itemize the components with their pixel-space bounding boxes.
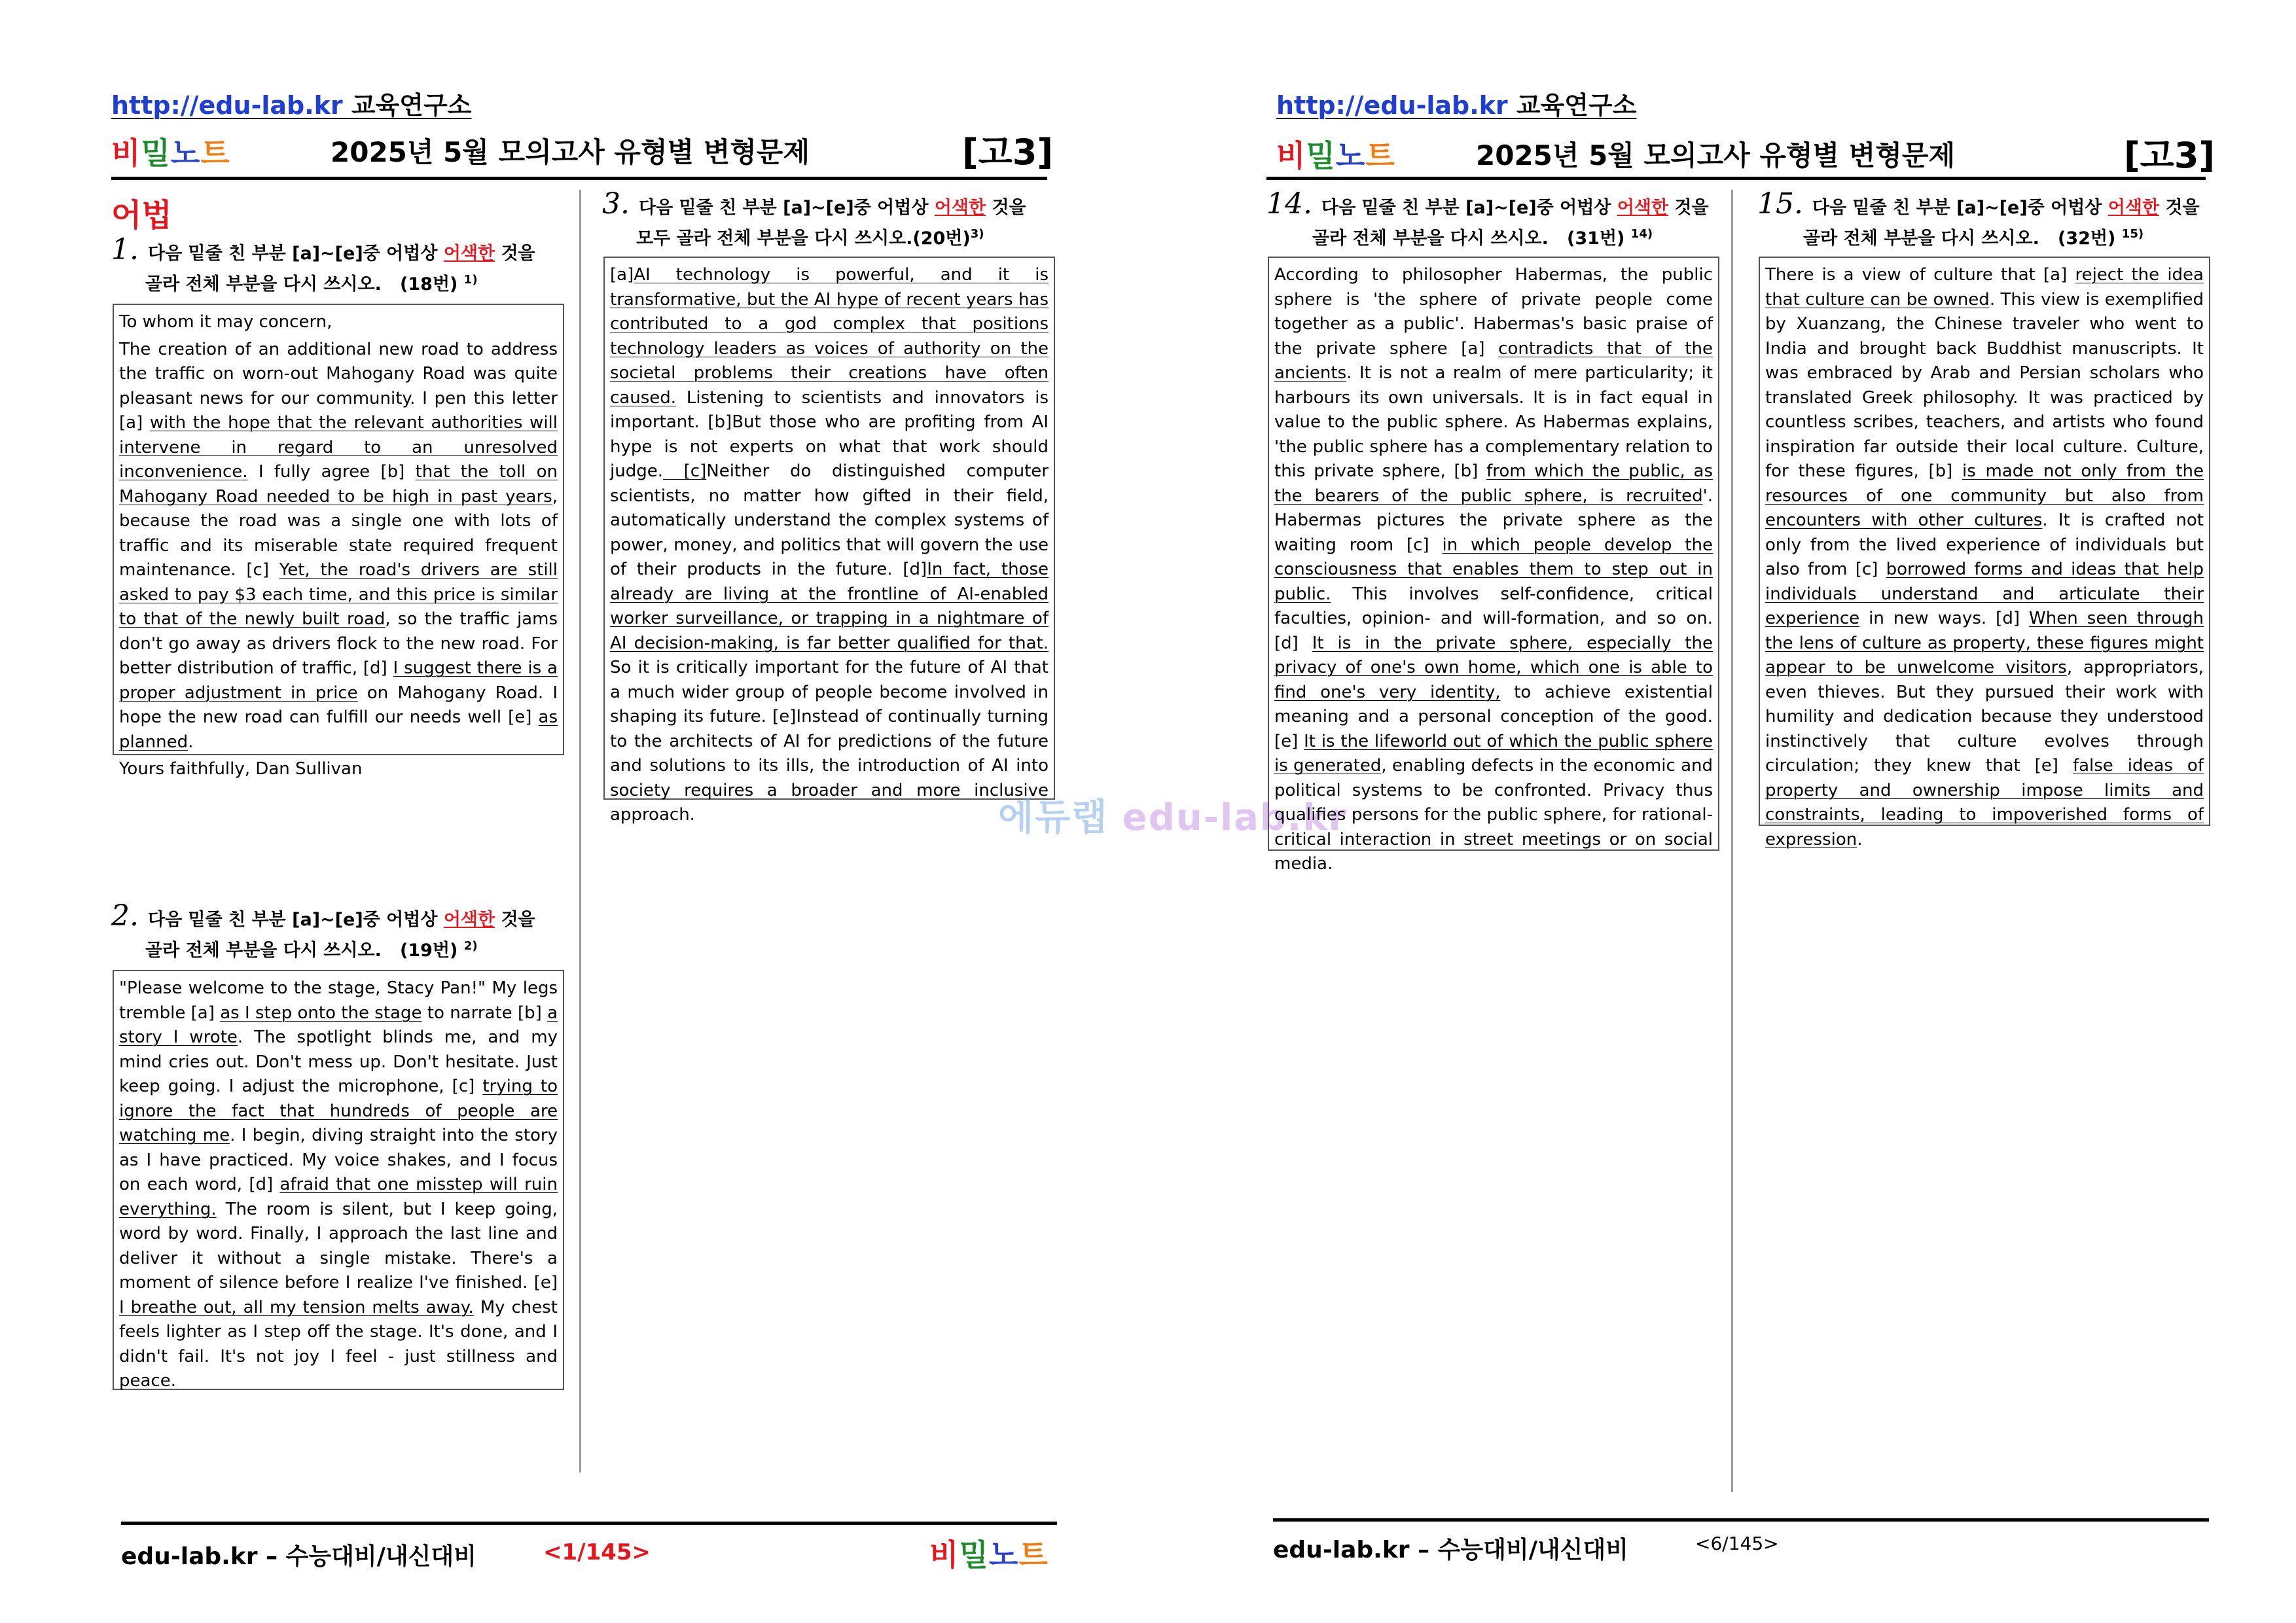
footer-rule-left: [121, 1522, 1057, 1525]
question-2-passage: "Please welcome to the stage, Stacy Pan!" My legs tremble [a] as I step onto the stage to narrate [b] a story I wrote. The spotlight blinds me, and my mind cries out. Don't mess up. Don't hesitate. Just keep going. I adjust the microphone, [c] trying to ignore the fact that hundreds of people are watching me. I begin, diving straight into the story as I have practiced. My voice shakes, and I focus on each word, [d] afraid that one misstep will ruin everything. The room is silent, but I keep going, word by word. Finally, I approach the last line and deliver it without a single mistake. There's a moment of silence before I realize I've finished. [e] I breathe out, all my tension melts away. My chest feels lighter as I step off the stage. It's done, and I didn't fail. It's not joy I feel - just stillness and peace.: [113, 970, 564, 1390]
grade-label-left: [고3]: [962, 132, 1054, 173]
column-divider-right: [1731, 190, 1733, 1492]
question-1-prompt: 1. 다음 밑줄 친 부분 [a]~[e]중 어법상 어색한 것을 골라 전체 부분을 다시 쓰시오. (18번) $^{1)}$: [111, 233, 535, 294]
site-url[interactable]: http://edu-lab.kr: [1276, 91, 1508, 120]
site-institute: 교육연구소: [342, 91, 472, 120]
header-rule-left: [111, 177, 1047, 180]
question-2-prompt: 2. 다음 밑줄 친 부분 [a]~[e]중 어법상 어색한 것을 골라 전체 부분을 다시 쓰시오. (19번) $^{2)}$: [111, 899, 535, 961]
watermark: 에듀랩 edu-lab.kr: [998, 796, 1348, 839]
column-divider-left: [579, 190, 581, 1472]
footer-text-left: edu-lab.kr – 수능대비/내신대비: [121, 1543, 476, 1570]
question-3-passage: [a]AI technology is powerful, and it is transformative, but the AI hype of recent years has contributed to a god complex that positions technology leaders as voices of authority on the societal problems their creations have often caused. Listening to scientists and innovators is important. [b]But those who are profiting from AI hype is not experts on what that work should judge. [c]Neither do distinguished computer scientists, no matter how gifted in their field, automatically understand the complex systems of power, money, and politics that will govern the use of their products in the future. [d]In fact, those already are living at the frontline of AI-enabled worker surveillance, or trapping in a nightmare of AI decision-making, is far better qualified for that. So it is critically important for the future of AI that a much wider group of people become involved in shaping its future. [e]Instead of continually turning to the architects of AI for predictions of the future and solutions to its ills, the introduction of AI into society requires a broader and more inclusive approach.: [603, 257, 1055, 800]
section-title: 어법: [111, 197, 172, 234]
question-15-passage: There is a view of culture that [a] reject the idea that culture can be owned. This view is exemplified by Xuanzang, the Chinese traveler who went to India and brought back Buddhist manuscripts. It was embraced by Arab and Persian scholars who translated Greek philosophy. It was practiced by countless scribes, teachers, and artists who found inspiration far outside their local culture. Culture, for these figures, [b] is made not only from the resources of one community but also from encounters with other cultures. It is crafted not only from the lived experience of individuals but also from [c] borrowed forms and ideas that help individuals understand and articulate their experience in new ways. [d] When seen through the lens of culture as property, these figures might appear to be unwelcome visitors, appropriators, even thieves. But they pursued their work with humility and dedication because they understood instinctively that culture evolves through circulation; they knew that [e] false ideas of property and ownership impose limits and constraints, leading to impoverished forms of expression.: [1759, 257, 2210, 826]
question-3-prompt: 3. 다음 밑줄 친 부분 [a]~[e]중 어법상 어색한 것을 모두 골라 전체 부분을 다시 쓰시오.(20번)$^{3)}$: [602, 187, 1026, 249]
site-url[interactable]: http://edu-lab.kr: [111, 91, 343, 120]
signature: Yours faithfully, Dan Sullivan: [119, 759, 363, 779]
brand-logo-left: 비밀노트: [111, 135, 230, 171]
question-14-prompt: 14. 다음 밑줄 친 부분 [a]~[e]중 어법상 어색한 것을 골라 전체 부분을 다시 쓰시오. (31번) $^{14)}$: [1266, 187, 1709, 249]
question-14-passage: According to philosopher Habermas, the public sphere is 'the sphere of private people come together as a public'. Habermas's basic praise of the private sphere [a] contradicts that of the ancients. It is not a realm of mere particularity; it harbours its own universals. It is in fact equal in value to the public sphere. As Habermas explains, 'the public sphere has a complementary relation to this private sphere, [b] from which the public, as the bearers of the public sphere, is recruited'. Habermas pictures the private sphere as the waiting room [c] in which people develop the consciousness that enables them to step out in public. This involves self-confidence, critical faculties, opinion- and will-formation, and so on. [d] It is in the private sphere, especially the privacy of one's own home, which one is able to find one's very identity, to achieve existential meaning and a personal conception of the good. [e] It is the lifeworld out of which the public sphere is generated, enabling defects in the economic and political systems to be confronted. Privacy thus qualifies persons for the public sphere, for rational-critical interaction in street meetings or on social media.: [1268, 257, 1719, 851]
page-title-right: 2025년 5월 모의고사 유형별 변형문제: [1476, 139, 1956, 171]
grade-label-right: [고3]: [2124, 135, 2215, 176]
footer-text-right: edu-lab.kr – 수능대비/내신대비: [1273, 1537, 1628, 1563]
page-title-left: 2025년 5월 모의고사 유형별 변형문제: [331, 136, 810, 168]
brand-logo-footer: 비밀노트: [929, 1537, 1049, 1573]
site-link-right[interactable]: [1276, 85, 1636, 121]
page-number-right: <6/145>: [1695, 1533, 1779, 1554]
question-15-prompt: 15. 다음 밑줄 친 부분 [a]~[e]중 어법상 어색한 것을 골라 전체 부분을 다시 쓰시오. (32번) $^{15)}$: [1757, 187, 2200, 249]
question-1-passage: To whom it may concern, The creation of an additional new road to address the traffic on worn-out Mahogany Road was quite pleasant news for our community. I pen this letter [a] with the hope that the relevant authorities will intervene in regard to an unresolved inconvenience. I fully agree [b] that the toll on Mahogany Road needed to be high in past years, because the road was a single one with lots of traffic and its miserable state required frequent maintenance. [c] Yet, the road's drivers are still asked to pay $3 each time, and this price is similar to that of the newly built road, so the traffic jams don't go away as drivers flock to the new road. For better distribution of traffic, [d] I suggest there is a proper adjustment in price on Mahogany Road. I hope the new road can fulfill our needs well [e] as planned. Yours faithfully, Dan Sullivan: [113, 304, 564, 755]
footer-rule-right: [1273, 1518, 2209, 1522]
header-rule-right: [1266, 177, 2206, 180]
site-institute: 교육연구소: [1507, 91, 1637, 120]
brand-logo-right: 비밀노트: [1276, 138, 1395, 173]
site-link-left[interactable]: [111, 85, 471, 121]
page-number-left: <1/145>: [543, 1539, 651, 1565]
greeting: To whom it may concern,: [119, 312, 332, 332]
